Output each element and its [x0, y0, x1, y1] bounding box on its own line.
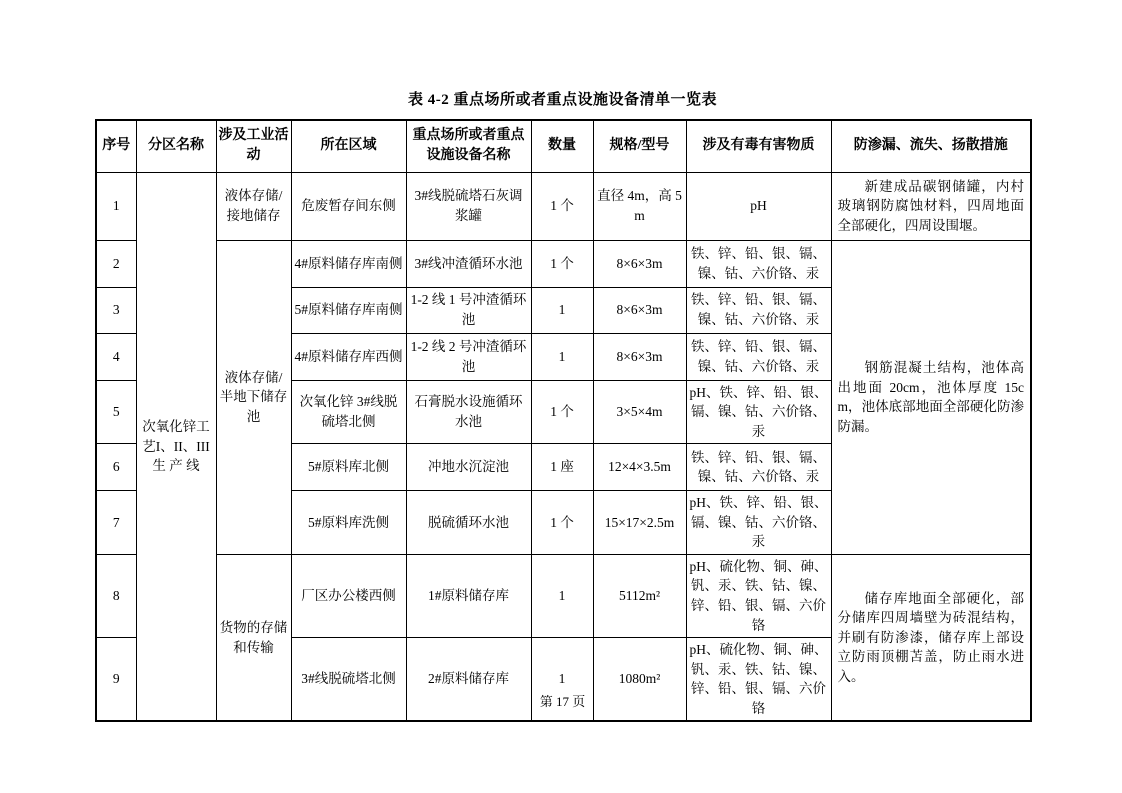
- area-cell: 危废暂存间东侧: [291, 172, 406, 240]
- measure-cell: 储存库地面全部硬化，部分储库四周墙壁为砖混结构，并刷有防渗漆，储存库上部设立防雨顶棚苫盖，防止雨水进入。: [831, 554, 1031, 721]
- header-spec: 规格/型号: [593, 120, 686, 172]
- header-measures: 防渗漏、流失、扬散措施: [831, 120, 1031, 172]
- activity-cell: 货物的存储和传输: [216, 554, 291, 721]
- toxic-cell: 铁、锌、铅、银、镉、镍、钴、六价铬、汞: [686, 287, 831, 333]
- toxic-cell: pH、铁、锌、铅、银、镉、镍、钴、六价铬、汞: [686, 491, 831, 555]
- qty-cell: 1: [531, 333, 593, 380]
- serial-cell: 1: [96, 172, 136, 240]
- name-cell: 石膏脱水设施循环水池: [406, 380, 531, 444]
- toxic-cell: 铁、锌、铅、银、镉、镍、钴、六价铬、汞: [686, 444, 831, 491]
- serial-cell: 8: [96, 554, 136, 637]
- serial-cell: 6: [96, 444, 136, 491]
- name-cell: 冲地水沉淀池: [406, 444, 531, 491]
- toxic-cell: 铁、锌、铅、银、镉、镍、钴、六价铬、汞: [686, 333, 831, 380]
- header-activity: 涉及工业活动: [216, 120, 291, 172]
- area-cell: 5#原料库洗侧: [291, 491, 406, 555]
- serial-cell: 4: [96, 333, 136, 380]
- qty-cell: 1 座: [531, 444, 593, 491]
- name-cell: 脱硫循环水池: [406, 491, 531, 555]
- serial-cell: 2: [96, 240, 136, 287]
- toxic-cell: pH、铁、锌、铅、银、镉、镍、钴、六价铬、汞: [686, 380, 831, 444]
- table-row: [96, 240, 1031, 287]
- header-row: [96, 120, 1031, 172]
- table-row: [96, 172, 1031, 240]
- qty-cell: 1: [531, 554, 593, 637]
- toxic-cell: pH、硫化物、铜、砷、钒、汞、铁、钴、镍、锌、铅、银、镉、六价铬: [686, 638, 831, 722]
- area-cell: 厂区办公楼西侧: [291, 554, 406, 637]
- area-cell: 4#原料储存库南侧: [291, 240, 406, 287]
- qty-cell: 1 个: [531, 491, 593, 555]
- page-number: 第 17 页: [539, 694, 586, 709]
- area-cell: 3#线脱硫塔北侧: [291, 638, 406, 722]
- spec-cell: 12×4×3.5m: [593, 444, 686, 491]
- area-cell: 5#原料库北侧: [291, 444, 406, 491]
- spec-cell: 3×5×4m: [593, 380, 686, 444]
- area-cell: 次氧化锌 3#线脱硫塔北侧: [291, 380, 406, 444]
- qty-cell: 1: [531, 638, 593, 722]
- header-quantity: 数量: [531, 120, 593, 172]
- name-cell: 1-2 线 2 号冲渣循环池: [406, 333, 531, 380]
- spec-cell: 8×6×3m: [593, 287, 686, 333]
- serial-cell: 5: [96, 380, 136, 444]
- spec-cell: 8×6×3m: [593, 240, 686, 287]
- name-cell: 1#原料储存库: [406, 554, 531, 637]
- header-area: 所在区域: [291, 120, 406, 172]
- activity-cell: 液体存储/半地下储存池: [216, 240, 291, 554]
- area-cell: 4#原料储存库西侧: [291, 333, 406, 380]
- header-serial: 序号: [96, 120, 136, 172]
- measure-cell: 钢筋混凝土结构，池体高出地面 20cm，池体厚度 15cm，池体底部地面全部硬化防渗防漏。: [831, 240, 1031, 554]
- header-facility-name: 重点场所或者重点设施设备名称: [406, 120, 531, 172]
- measure-cell: 新建成品碳钢储罐，内村玻璃钢防腐蚀材料，四周地面全部硬化，四周设围堰。: [831, 172, 1031, 240]
- serial-cell: 3: [96, 287, 136, 333]
- toxic-cell: 铁、锌、铅、银、镉、镍、钴、六价铬、汞: [686, 240, 831, 287]
- toxic-cell: pH、硫化物、铜、砷、钒、汞、铁、钴、镍、锌、铅、银、镉、六价铬: [686, 554, 831, 637]
- spec-cell: 15×17×2.5m: [593, 491, 686, 555]
- qty-cell: 1 个: [531, 240, 593, 287]
- serial-cell: 7: [96, 491, 136, 555]
- toxic-cell: pH: [686, 172, 831, 240]
- qty-cell: 1 个: [531, 380, 593, 444]
- header-zone: 分区名称: [136, 120, 216, 172]
- header-toxic: 涉及有毒有害物质: [686, 120, 831, 172]
- equipment-table: [95, 119, 1032, 722]
- spec-cell: 5112m²: [593, 554, 686, 637]
- name-cell: 1-2 线 1 号冲渣循环池: [406, 287, 531, 333]
- area-cell: 5#原料储存库南侧: [291, 287, 406, 333]
- qty-cell: 1: [531, 287, 593, 333]
- serial-cell: 9: [96, 638, 136, 722]
- spec-cell: 1080m²: [593, 638, 686, 722]
- name-cell: 3#线脱硫塔石灰调浆罐: [406, 172, 531, 240]
- qty-cell: 1 个: [531, 172, 593, 240]
- activity-cell: 液体存储/接地储存: [216, 172, 291, 240]
- spec-cell: 直径 4m，高 5m: [593, 172, 686, 240]
- table-row: [96, 554, 1031, 637]
- name-cell: 3#线冲渣循环水池: [406, 240, 531, 287]
- table-title: 表 4-2 重点场所或者重点设施设备清单一览表: [408, 92, 717, 108]
- name-cell: 2#原料储存库: [406, 638, 531, 722]
- zone-cell: 次氧化锌工艺I、II、III生 产 线: [136, 172, 216, 721]
- spec-cell: 8×6×3m: [593, 333, 686, 380]
